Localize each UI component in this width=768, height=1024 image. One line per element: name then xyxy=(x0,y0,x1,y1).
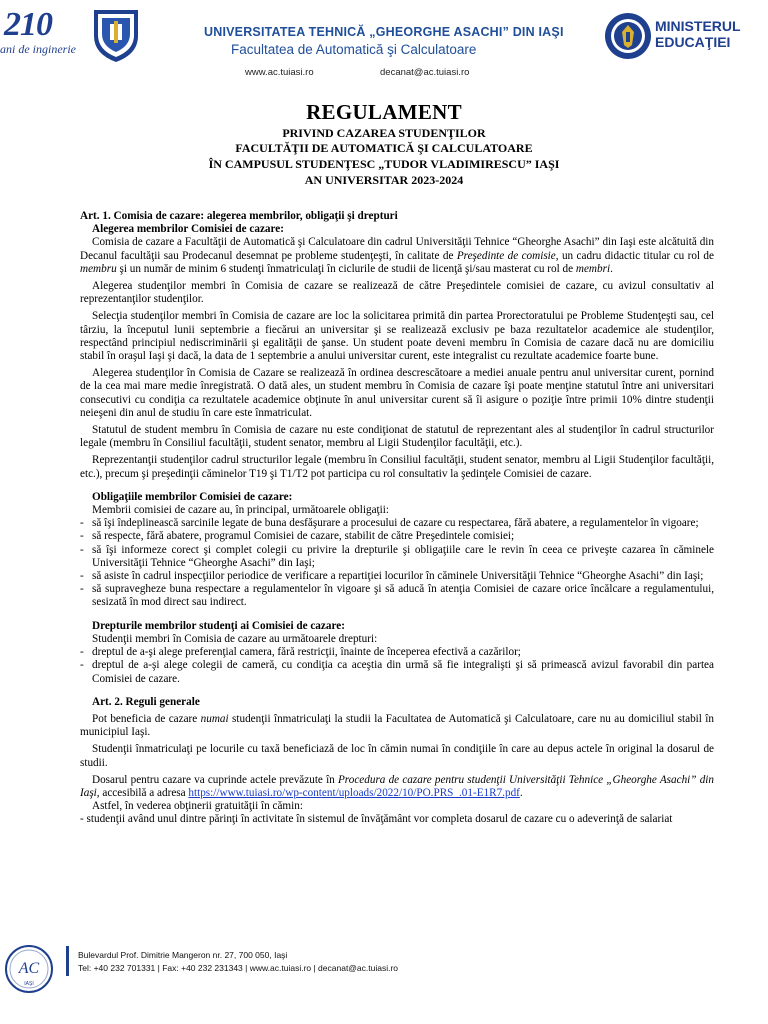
anniversary-subtitle: ani de inginerie xyxy=(0,42,76,56)
obligations-list xyxy=(80,517,714,609)
art2-paragraph-5: - studenţii având unul dintre părinţi în activitate în sistemul de învăţământ vor completa dosarul de cazare cu o adeverinţă de salariat xyxy=(80,813,673,826)
document-title: REGULAMENT xyxy=(306,100,462,124)
rights-heading: Drepturile membrilor studenţi ai Comisiei de cazare: xyxy=(92,619,345,632)
art2-paragraph-4: Astfel, în vederea obţinerii gratuităţii în cămin: xyxy=(92,800,303,813)
anniversary-logo xyxy=(0,4,88,64)
footer-address: Bulevardul Prof. Dimitrie Mangeron nr. 27, 700 050, Iaşi xyxy=(78,950,288,960)
art1-paragraph-5: Statutul de student membru în Comisia de cazare nu este condiţionat de statutul de reprezentant ales al studenţilor în cadrul structurilor legale (membru în Consiliul facultăţii, student senator, membru al Ligii Studenţilor facultăţii, etc.). xyxy=(80,424,714,450)
art2-heading: Art. 2. Reguli generale xyxy=(92,695,200,708)
document-subtitle-3: ÎN CAMPUSUL STUDENŢESC „TUDOR VLADIMIRESCU” IAŞI xyxy=(208,157,560,171)
list-item: - dreptul de a-şi alege preferenţial camera, fără restricţii, înainte de începerea efectivă a cazărilor; xyxy=(80,646,714,659)
art1-subheading: Alegerea membrilor Comisiei de cazare: xyxy=(92,223,284,236)
art1-paragraph-1: Comisia de cazare a Facultăţii de Automatică şi Calculatoare din cadrul Universităţii Tehnice “Gheorghe Asachi” din Iaşi este alcătuită din Decanul facultăţii sau Prodecanul desemnat pe probleme studenţeşti, în calitate de Preşedinte de comisie, un cadru didactic titular cu rol de membru şi un număr de minim 6 studenţi înmatriculaţi în ciclurile de studii de licenţă şi/sau masterat cu rol de membri. xyxy=(80,236,714,275)
footer-contacts: Tel: +40 232 701331 | Fax: +40 232 231343 | www.ac.tuiasi.ro | decanat@ac.tuiasi.ro xyxy=(78,963,399,973)
ac-faculty-logo-icon xyxy=(4,944,54,994)
ministry-line-1: MINISTERUL xyxy=(655,18,741,34)
obligations-heading: Obligaţiile membrilor Comisiei de cazare: xyxy=(92,490,293,503)
art1-paragraph-4: Alegerea studenţilor în Comisia de Cazare se realizează în ordinea descrescătoare a mediei anuale pentru anul universitar curent, pornind de la cea mai mare medie înregistrată. O dată ales, un student membru în Comisia de cazare îşi poate menţine statutul între ani universitari consecutivi cu condiţia ca rezultatele academice obţinute în anul universitar curent să îi asigure o poziţie între primii 10% dintre studenţii neieşeni din anul de studiu în care este înmatriculat. xyxy=(80,367,714,419)
art1-paragraph-3: Selecţia studenţilor membri în Comisia de cazare are loc la solicitarea primită din partea Prorectoratului pe Probleme Studenţeşti sau, cel târziu, la începutul lunii septembrie a fiecărui an universitar şi se realizează exclusiv pe baza rezultatelor academice ale studenţilor, respectând principiul nediscriminării şi egalităţii de şanse. Un student poate deveni membru în Comisia de cazare dacă nu are domiciliu stabil în oraşul Iaşi şi dacă, la data de 1 septembrie a anului universitar curent, este integralist cu rezultate academice foarte bune. xyxy=(80,310,714,363)
list-item: - să asiste în cadrul inspecţiilor periodice de verificare a repartiţiei locurilor în căminele Universităţii Tehnice “Gheorghe Asachi” din Iaşi; xyxy=(80,570,714,583)
list-item: - să supravegheze buna respectare a regulamentelor în vigoare şi să aducă în atenţia Comisiei de cazare orice încălcare a regulamentului, sesizată în mod direct sau indirect. xyxy=(80,583,714,609)
art2-paragraph-2: Studenţii înmatriculaţi pe locurile cu taxă beneficiază de loc în cămin numai în condiţiile în care au depus actele în original la dosarul de studii. xyxy=(80,743,714,769)
rights-intro: Studenţii membri în Comisia de cazare au următoarele drepturi: xyxy=(92,632,378,645)
list-item: - să îşi îndeplinească sarcinile legate de buna desfăşurare a procesului de cazare cu respectarea, fără abatere, a regulamentelor în vigoare; xyxy=(80,517,714,530)
ministry-name xyxy=(655,18,741,50)
art2-paragraph-3: Dosarul pentru cazare va cuprinde actele prevăzute în Procedura de cazare pentru studenţii Universităţii Tehnice „Gheorghe Asachi” din Iaşi, accesibilă a adresa https://www.tuiasi.ro/wp-content/uploads/2022/10/PO.PRS_.01-E1R7.pdf. xyxy=(80,773,714,799)
procedure-link[interactable]: https://www.tuiasi.ro/wp-content/uploads/2022/10/PO.PRS_.01-E1R7.pdf xyxy=(188,786,520,799)
obligations-intro: Membrii comisiei de cazare au, în principal, următoarele obligaţii: xyxy=(92,504,389,517)
footer-logo-sub: IAŞI xyxy=(24,981,34,987)
list-item: - dreptul de a-şi alege colegii de cameră, cu condiţia ca aceştia din urmă să fie integralişti şi să primească avizul favorabil din partea Comisiei de cazare. xyxy=(80,659,714,685)
document-subtitle-4: AN UNIVERSITAR 2023-2024 xyxy=(304,173,464,187)
document-body xyxy=(80,210,714,827)
art1-heading: Art. 1. Comisia de cazare: alegerea membrilor, obligaţii şi drepturi xyxy=(80,210,398,222)
art2-paragraph-1: Pot beneficia de cazare numai studenţii înmatriculaţi la studii la Facultatea de Automatică şi Calculatoare, care nu au domiciliul stabil în municipiul Iaşi. xyxy=(80,712,714,739)
footer-logo-text: AC xyxy=(18,960,40,977)
ministry-line-2: EDUCAŢIEI xyxy=(655,34,731,50)
art1-paragraph-2: Alegerea studenţilor membri în Comisia de cazare se realizează de către Preşedintele comisiei de cazare, cu avizul consultativ al reprezentanţilor studenţilor. xyxy=(80,280,714,306)
document-subtitle-1: PRIVIND CAZAREA STUDENŢILOR xyxy=(282,126,486,140)
university-crest-icon xyxy=(88,4,144,64)
art1-paragraph-6: Reprezentanţii studenţilor cadrul structurilor legale (membru în Consiliul facultăţii, student senator, membru al Ligii Studenţilor facultăţii, etc.), precum şi preşedinţii căminelor T19 şi T1/T2 pot participa cu rol consultativ la şedinţele Comisiei de cazare. xyxy=(80,454,714,480)
document-subtitle-2: FACULTĂŢII DE AUTOMATICĂ ŞI CALCULATOARE xyxy=(235,141,533,155)
letterhead xyxy=(0,0,768,92)
list-item: - să îşi informeze corect şi complet colegii cu privire la drepturile şi obligaţiile care le revin în ceea ce priveşte cazarea în căminele Universităţii Tehnice “Gheorghe Asachi” din Iaşi; xyxy=(80,544,714,570)
university-name: UNIVERSITATEA TEHNICĂ „GHEORGHE ASACHI” DIN IAŞI xyxy=(204,25,564,39)
footer-divider xyxy=(66,946,69,976)
anniversary-number: 210 xyxy=(4,6,52,43)
list-item: - să respecte, fără abatere, programul Comisiei de cazare, stabilit de către Preşedintele comisiei; xyxy=(80,530,714,543)
email-link[interactable]: decanat@ac.tuiasi.ro xyxy=(380,67,470,78)
ministry-seal-icon xyxy=(604,12,652,60)
faculty-name: Facultatea de Automatică şi Calculatoare xyxy=(231,42,477,57)
rights-list xyxy=(80,646,714,686)
website-link[interactable]: www.ac.tuiasi.ro xyxy=(245,67,314,78)
